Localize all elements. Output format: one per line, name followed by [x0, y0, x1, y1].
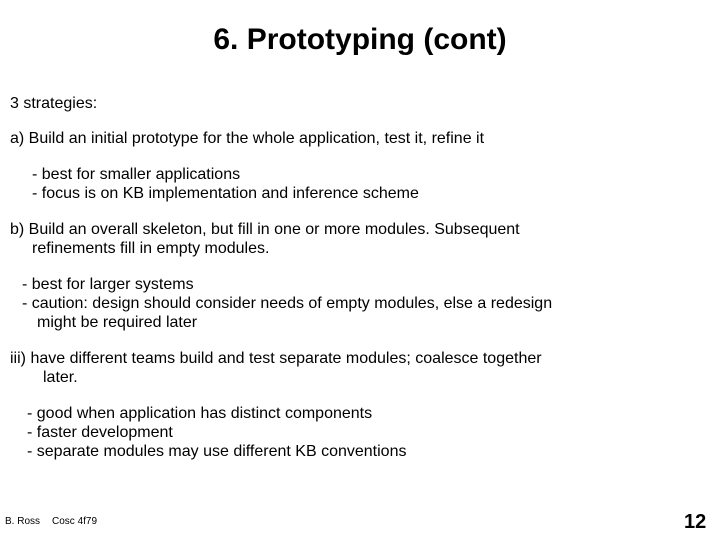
strategy-c-heading-line1: iii) have different teams build and test separate modules; coalesce together: [10, 350, 542, 367]
footer-credit: [5, 516, 97, 528]
strategy-b-heading-line2: refinements fill in empty modules.: [32, 240, 270, 257]
strategy-b-point-continuation: might be required later: [37, 314, 198, 331]
strategy-c-point: - separate modules may use different KB conventions: [27, 443, 407, 460]
slide-title: 6. Prototyping (cont): [213, 23, 507, 56]
strategy-a-point: - best for smaller applications: [32, 166, 241, 183]
strategy-b-point: - best for larger systems: [22, 276, 194, 293]
strategy-a-heading: a) Build an initial prototype for the whole application, test it, refine it: [10, 130, 485, 147]
footer-course: Cosc 4f79: [52, 516, 98, 527]
strategy-b-point: - caution: design should consider needs of empty modules, else a redesign: [22, 295, 553, 312]
page-number: 12: [684, 511, 707, 533]
strategy-a-point: - focus is on KB implementation and inference scheme: [32, 185, 419, 202]
intro-text: 3 strategies:: [10, 95, 98, 112]
strategy-c-heading-line2: later.: [43, 369, 78, 386]
strategy-c-point: - good when application has distinct components: [27, 405, 373, 422]
footer-author: B. Ross: [5, 516, 41, 527]
strategy-c-point: - faster development: [27, 424, 173, 441]
strategy-b-heading-line1: b) Build an overall skeleton, but fill in one or more modules. Subsequent: [10, 221, 520, 238]
